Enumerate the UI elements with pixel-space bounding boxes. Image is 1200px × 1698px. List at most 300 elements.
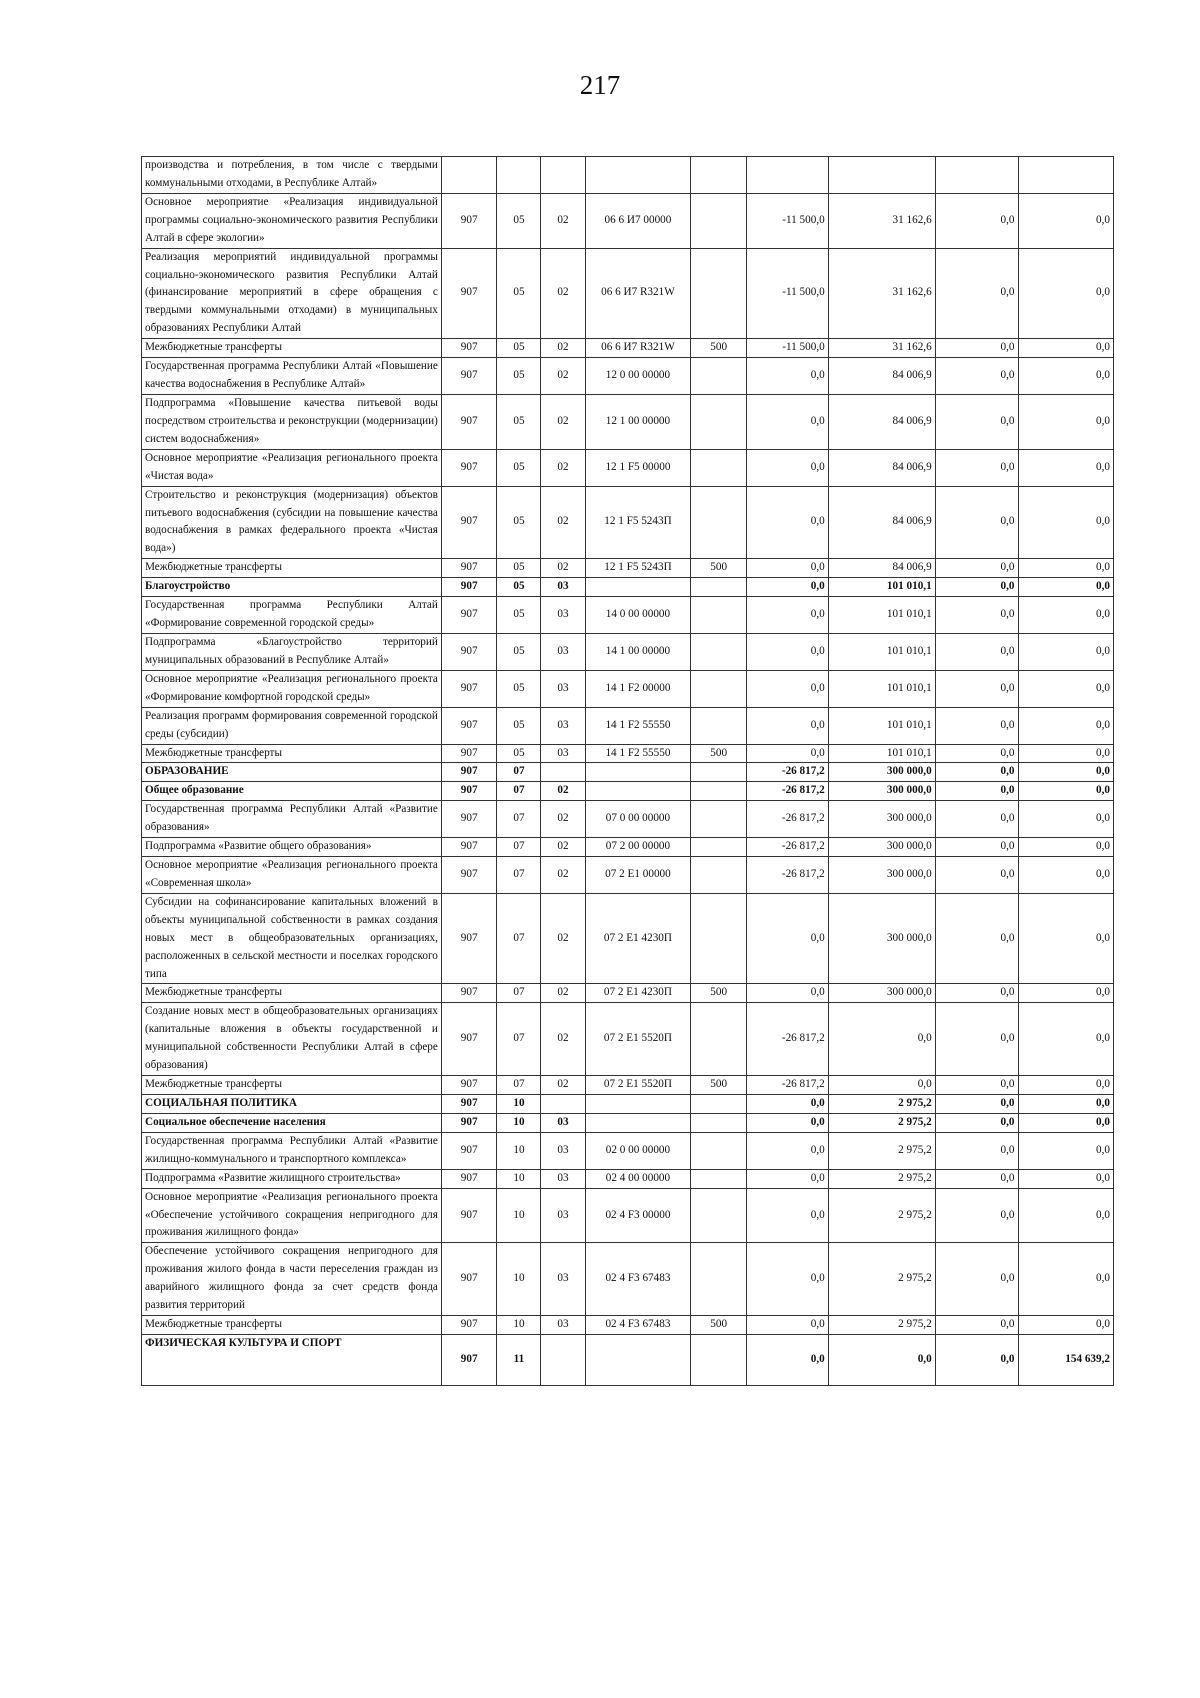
cell-value-3 [935, 157, 1018, 194]
cell-value-2: 31 162,6 [828, 248, 935, 339]
cell-target-article: 02 0 00 00000 [585, 1132, 691, 1169]
cell-subsection [541, 157, 585, 194]
cell-target-article [585, 763, 691, 782]
cell-admin-code: 907 [441, 893, 497, 984]
cell-value-3: 0,0 [935, 1132, 1018, 1169]
cell-admin-code: 907 [441, 857, 497, 894]
cell-target-article: 12 1 F5 5243П [585, 486, 691, 559]
cell-value-3: 0,0 [935, 744, 1018, 763]
cell-value-3: 0,0 [935, 1076, 1018, 1095]
cell-subsection: 02 [541, 358, 585, 395]
cell-subsection: 02 [541, 486, 585, 559]
row-name: Межбюджетные трансферты [142, 559, 442, 578]
table-row [142, 1335, 1114, 1386]
cell-target-article: 02 4 F3 67483 [585, 1243, 691, 1316]
cell-target-article: 06 6 И7 R321W [585, 248, 691, 339]
cell-value-1: -11 500,0 [746, 339, 828, 358]
cell-admin-code: 907 [441, 559, 497, 578]
cell-target-article [585, 1095, 691, 1114]
table-row [142, 157, 1114, 194]
cell-value-4: 0,0 [1018, 1169, 1114, 1188]
row-name: ОБРАЗОВАНИЕ [142, 763, 442, 782]
cell-value-4: 0,0 [1018, 670, 1114, 707]
cell-expense-type [691, 486, 747, 559]
cell-value-4: 0,0 [1018, 193, 1114, 248]
cell-expense-type [691, 707, 747, 744]
row-name: Благоустройство [142, 578, 442, 597]
cell-section [497, 157, 541, 194]
cell-section: 10 [497, 1243, 541, 1316]
cell-value-3: 0,0 [935, 248, 1018, 339]
cell-section: 05 [497, 559, 541, 578]
cell-section: 07 [497, 801, 541, 838]
cell-subsection: 03 [541, 633, 585, 670]
row-name: ФИЗИЧЕСКАЯ КУЛЬТУРА И СПОРТ [142, 1335, 442, 1386]
cell-value-1: -26 817,2 [746, 801, 828, 838]
cell-expense-type: 500 [691, 559, 747, 578]
cell-subsection [541, 1095, 585, 1114]
cell-admin-code: 907 [441, 1169, 497, 1188]
cell-value-1: 0,0 [746, 1113, 828, 1132]
cell-admin-code: 907 [441, 1003, 497, 1076]
cell-expense-type [691, 782, 747, 801]
cell-expense-type [691, 1095, 747, 1114]
cell-value-1: 0,0 [746, 633, 828, 670]
cell-value-2: 300 000,0 [828, 763, 935, 782]
cell-value-4: 0,0 [1018, 1003, 1114, 1076]
cell-value-2: 300 000,0 [828, 782, 935, 801]
cell-value-4: 0,0 [1018, 782, 1114, 801]
cell-section: 05 [497, 597, 541, 634]
cell-expense-type [691, 1188, 747, 1243]
cell-expense-type [691, 394, 747, 449]
row-name: Государственная программа Республики Алтай «Повышение качества водоснабжения в Республике Алтай» [142, 358, 442, 395]
cell-section: 07 [497, 838, 541, 857]
cell-section: 05 [497, 578, 541, 597]
cell-admin-code: 907 [441, 248, 497, 339]
cell-subsection: 02 [541, 857, 585, 894]
cell-admin-code: 907 [441, 838, 497, 857]
cell-admin-code: 907 [441, 1188, 497, 1243]
cell-value-3: 0,0 [935, 394, 1018, 449]
cell-value-2: 2 975,2 [828, 1316, 935, 1335]
cell-subsection: 02 [541, 1076, 585, 1095]
page-number: 217 [579, 70, 621, 100]
cell-value-4: 0,0 [1018, 559, 1114, 578]
cell-value-1: 0,0 [746, 670, 828, 707]
cell-section: 10 [497, 1169, 541, 1188]
cell-subsection: 03 [541, 578, 585, 597]
cell-expense-type [691, 157, 747, 194]
table-row [142, 358, 1114, 395]
cell-value-4: 0,0 [1018, 763, 1114, 782]
cell-value-4: 0,0 [1018, 578, 1114, 597]
cell-section: 07 [497, 984, 541, 1003]
cell-subsection: 02 [541, 782, 585, 801]
cell-value-2: 84 006,9 [828, 559, 935, 578]
cell-value-4: 154 639,2 [1018, 1335, 1114, 1386]
cell-target-article: 06 6 И7 00000 [585, 193, 691, 248]
cell-value-3: 0,0 [935, 633, 1018, 670]
row-name: Государственная программа Республики Алтай «Развитие образования» [142, 801, 442, 838]
cell-value-1: 0,0 [746, 486, 828, 559]
table-row [142, 1316, 1114, 1335]
cell-subsection: 03 [541, 1188, 585, 1243]
row-name: Подпрограмма «Благоустройство территорий муниципальных образований в Республике Алтай» [142, 633, 442, 670]
cell-expense-type [691, 1003, 747, 1076]
cell-expense-type [691, 578, 747, 597]
cell-subsection: 02 [541, 1003, 585, 1076]
cell-admin-code: 907 [441, 597, 497, 634]
cell-expense-type: 500 [691, 1316, 747, 1335]
cell-expense-type [691, 358, 747, 395]
cell-target-article: 14 1 F2 55550 [585, 707, 691, 744]
table-row [142, 707, 1114, 744]
cell-section: 05 [497, 193, 541, 248]
cell-target-article: 07 2 E1 4230П [585, 893, 691, 984]
cell-expense-type [691, 857, 747, 894]
table-row [142, 193, 1114, 248]
cell-value-3: 0,0 [935, 801, 1018, 838]
cell-value-3: 0,0 [935, 559, 1018, 578]
cell-target-article: 07 2 E1 5520П [585, 1003, 691, 1076]
cell-subsection: 02 [541, 339, 585, 358]
cell-expense-type [691, 801, 747, 838]
cell-value-3: 0,0 [935, 893, 1018, 984]
cell-value-1: 0,0 [746, 559, 828, 578]
cell-section: 07 [497, 1003, 541, 1076]
row-name: Основное мероприятие «Реализация регионального проекта «Чистая вода» [142, 449, 442, 486]
cell-admin-code: 907 [441, 1316, 497, 1335]
cell-expense-type [691, 763, 747, 782]
cell-value-1: 0,0 [746, 597, 828, 634]
row-name: Реализация мероприятий индивидуальной программы социально-экономического развития Республики Алтай (финансирование мероприятий в сфере обращения с твердыми коммунальными отходами) в муниципальных образованиях Республики Алтай [142, 248, 442, 339]
cell-value-4: 0,0 [1018, 339, 1114, 358]
cell-value-4: 0,0 [1018, 1076, 1114, 1095]
cell-expense-type [691, 1113, 747, 1132]
table-row [142, 670, 1114, 707]
table-row [142, 597, 1114, 634]
cell-value-3: 0,0 [935, 1188, 1018, 1243]
cell-value-3: 0,0 [935, 486, 1018, 559]
row-name: Основное мероприятие «Реализация регионального проекта «Современная школа» [142, 857, 442, 894]
cell-value-3: 0,0 [935, 449, 1018, 486]
budget-table [141, 156, 1114, 1386]
cell-target-article [585, 1113, 691, 1132]
cell-subsection: 03 [541, 1169, 585, 1188]
table-row [142, 1132, 1114, 1169]
cell-section: 11 [497, 1335, 541, 1386]
cell-target-article: 14 1 F2 00000 [585, 670, 691, 707]
cell-section: 05 [497, 707, 541, 744]
cell-admin-code: 907 [441, 707, 497, 744]
cell-admin-code: 907 [441, 633, 497, 670]
cell-section: 07 [497, 857, 541, 894]
cell-value-4: 0,0 [1018, 248, 1114, 339]
cell-expense-type: 500 [691, 339, 747, 358]
cell-expense-type [691, 193, 747, 248]
cell-value-2: 84 006,9 [828, 358, 935, 395]
cell-value-3: 0,0 [935, 857, 1018, 894]
cell-value-2: 300 000,0 [828, 893, 935, 984]
cell-value-1: 0,0 [746, 1095, 828, 1114]
cell-value-1: 0,0 [746, 1132, 828, 1169]
cell-target-article: 14 0 00 00000 [585, 597, 691, 634]
row-name: Общее образование [142, 782, 442, 801]
table-row [142, 486, 1114, 559]
table-row [142, 857, 1114, 894]
cell-value-2: 2 975,2 [828, 1169, 935, 1188]
table-row [142, 763, 1114, 782]
table-row [142, 1113, 1114, 1132]
table-row [142, 744, 1114, 763]
cell-value-2: 84 006,9 [828, 449, 935, 486]
cell-subsection: 03 [541, 670, 585, 707]
cell-value-4: 0,0 [1018, 394, 1114, 449]
cell-value-3: 0,0 [935, 984, 1018, 1003]
cell-value-4: 0,0 [1018, 449, 1114, 486]
cell-section: 07 [497, 782, 541, 801]
table-row [142, 578, 1114, 597]
table-row [142, 1169, 1114, 1188]
cell-value-2: 84 006,9 [828, 486, 935, 559]
cell-admin-code: 907 [441, 449, 497, 486]
table-row [142, 449, 1114, 486]
cell-section: 05 [497, 744, 541, 763]
cell-value-1: 0,0 [746, 744, 828, 763]
cell-value-2: 84 006,9 [828, 394, 935, 449]
table-row [142, 1243, 1114, 1316]
table-row [142, 984, 1114, 1003]
cell-admin-code: 907 [441, 1076, 497, 1095]
cell-expense-type: 500 [691, 1076, 747, 1095]
cell-value-2: 300 000,0 [828, 838, 935, 857]
cell-target-article: 14 1 F2 55550 [585, 744, 691, 763]
cell-value-4 [1018, 157, 1114, 194]
cell-value-1: 0,0 [746, 449, 828, 486]
cell-expense-type [691, 449, 747, 486]
cell-admin-code: 907 [441, 670, 497, 707]
row-name: Подпрограмма «Развитие жилищного строительства» [142, 1169, 442, 1188]
cell-value-4: 0,0 [1018, 744, 1114, 763]
cell-value-4: 0,0 [1018, 857, 1114, 894]
cell-value-2: 2 975,2 [828, 1188, 935, 1243]
cell-target-article: 14 1 00 00000 [585, 633, 691, 670]
table-row [142, 248, 1114, 339]
cell-subsection: 03 [541, 597, 585, 634]
cell-value-1: 0,0 [746, 578, 828, 597]
cell-section: 05 [497, 670, 541, 707]
cell-value-2 [828, 157, 935, 194]
cell-value-2: 300 000,0 [828, 801, 935, 838]
cell-value-3: 0,0 [935, 838, 1018, 857]
cell-value-4: 0,0 [1018, 838, 1114, 857]
cell-target-article [585, 782, 691, 801]
cell-value-1: 0,0 [746, 984, 828, 1003]
cell-value-1: -11 500,0 [746, 193, 828, 248]
cell-target-article: 07 2 E1 00000 [585, 857, 691, 894]
cell-section: 07 [497, 893, 541, 984]
cell-section: 10 [497, 1113, 541, 1132]
cell-value-2: 31 162,6 [828, 339, 935, 358]
cell-admin-code: 907 [441, 193, 497, 248]
cell-admin-code: 907 [441, 339, 497, 358]
table-row [142, 801, 1114, 838]
cell-value-2: 2 975,2 [828, 1132, 935, 1169]
row-name: Государственная программа Республики Алтай «Формирование современной городской среды» [142, 597, 442, 634]
cell-value-1: 0,0 [746, 893, 828, 984]
cell-value-4: 0,0 [1018, 358, 1114, 395]
cell-expense-type: 500 [691, 744, 747, 763]
cell-subsection: 02 [541, 559, 585, 578]
cell-admin-code: 907 [441, 801, 497, 838]
cell-value-1: 0,0 [746, 1169, 828, 1188]
cell-admin-code: 907 [441, 1113, 497, 1132]
cell-target-article [585, 157, 691, 194]
cell-value-2: 300 000,0 [828, 984, 935, 1003]
cell-value-3: 0,0 [935, 1316, 1018, 1335]
cell-value-4: 0,0 [1018, 1095, 1114, 1114]
cell-value-1: -26 817,2 [746, 857, 828, 894]
row-name: Государственная программа Республики Алтай «Развитие жилищно-коммунального и транспортного комплекса» [142, 1132, 442, 1169]
cell-section: 10 [497, 1095, 541, 1114]
cell-expense-type [691, 1243, 747, 1316]
cell-value-2: 2 975,2 [828, 1243, 935, 1316]
cell-expense-type [691, 248, 747, 339]
cell-target-article: 07 2 00 00000 [585, 838, 691, 857]
cell-value-2: 101 010,1 [828, 744, 935, 763]
cell-value-4: 0,0 [1018, 1188, 1114, 1243]
cell-target-article: 07 2 E1 4230П [585, 984, 691, 1003]
cell-subsection [541, 763, 585, 782]
cell-expense-type [691, 1169, 747, 1188]
cell-value-3: 0,0 [935, 1335, 1018, 1386]
row-name: Основное мероприятие «Реализация регионального проекта «Обеспечение устойчивого сокращения непригодного для проживания жилищного фонда» [142, 1188, 442, 1243]
row-name: Реализация программ формирования современной городской среды (субсидии) [142, 707, 442, 744]
table-body [142, 157, 1114, 1386]
cell-expense-type: 500 [691, 984, 747, 1003]
cell-subsection: 02 [541, 893, 585, 984]
cell-value-1: 0,0 [746, 1188, 828, 1243]
row-name: Межбюджетные трансферты [142, 744, 442, 763]
row-name: Межбюджетные трансферты [142, 1316, 442, 1335]
row-name: Межбюджетные трансферты [142, 984, 442, 1003]
cell-value-1: -26 817,2 [746, 782, 828, 801]
cell-admin-code: 907 [441, 1132, 497, 1169]
cell-value-1: -26 817,2 [746, 838, 828, 857]
cell-value-2: 0,0 [828, 1335, 935, 1386]
cell-value-1: 0,0 [746, 1316, 828, 1335]
cell-value-1: -26 817,2 [746, 1003, 828, 1076]
cell-value-3: 0,0 [935, 707, 1018, 744]
cell-target-article: 12 1 00 00000 [585, 394, 691, 449]
cell-value-1 [746, 157, 828, 194]
cell-value-3: 0,0 [935, 763, 1018, 782]
table-row [142, 1003, 1114, 1076]
cell-subsection: 02 [541, 248, 585, 339]
cell-subsection: 03 [541, 1243, 585, 1316]
cell-value-2: 300 000,0 [828, 857, 935, 894]
table-row [142, 782, 1114, 801]
cell-value-3: 0,0 [935, 1095, 1018, 1114]
row-name: Строительство и реконструкция (модернизация) объектов питьевого водоснабжения (субсидии на повышение качества водоснабжения в рамках федерального проекта «Чистая вода») [142, 486, 442, 559]
row-name: Подпрограмма «Повышение качества питьевой воды посредством строительства и реконструкции (модернизации) систем водоснабжения» [142, 394, 442, 449]
cell-value-4: 0,0 [1018, 801, 1114, 838]
table-row [142, 1076, 1114, 1095]
cell-value-3: 0,0 [935, 1243, 1018, 1316]
cell-value-1: 0,0 [746, 394, 828, 449]
cell-target-article: 12 1 F5 5243П [585, 559, 691, 578]
row-name: Межбюджетные трансферты [142, 339, 442, 358]
cell-subsection: 02 [541, 984, 585, 1003]
cell-target-article: 07 0 00 00000 [585, 801, 691, 838]
cell-value-2: 31 162,6 [828, 193, 935, 248]
cell-target-article: 06 6 И7 R321W [585, 339, 691, 358]
cell-target-article: 02 4 F3 67483 [585, 1316, 691, 1335]
cell-target-article [585, 1335, 691, 1386]
cell-subsection: 02 [541, 838, 585, 857]
cell-admin-code: 907 [441, 486, 497, 559]
cell-value-2: 101 010,1 [828, 633, 935, 670]
cell-admin-code: 907 [441, 763, 497, 782]
cell-admin-code [441, 157, 497, 194]
cell-value-4: 0,0 [1018, 1243, 1114, 1316]
cell-value-4: 0,0 [1018, 1113, 1114, 1132]
cell-value-4: 0,0 [1018, 707, 1114, 744]
cell-admin-code: 907 [441, 1335, 497, 1386]
cell-target-article: 02 4 00 00000 [585, 1169, 691, 1188]
cell-expense-type [691, 670, 747, 707]
cell-value-3: 0,0 [935, 339, 1018, 358]
cell-subsection: 02 [541, 193, 585, 248]
cell-expense-type [691, 597, 747, 634]
cell-value-3: 0,0 [935, 358, 1018, 395]
cell-admin-code: 907 [441, 358, 497, 395]
cell-subsection: 02 [541, 801, 585, 838]
cell-section: 07 [497, 763, 541, 782]
cell-section: 10 [497, 1132, 541, 1169]
cell-section: 05 [497, 358, 541, 395]
cell-subsection [541, 1335, 585, 1386]
cell-admin-code: 907 [441, 1243, 497, 1316]
row-name: СОЦИАЛЬНАЯ ПОЛИТИКА [142, 1095, 442, 1114]
row-name: Подпрограмма «Развитие общего образования» [142, 838, 442, 857]
cell-section: 05 [497, 449, 541, 486]
cell-value-4: 0,0 [1018, 633, 1114, 670]
cell-value-1: -26 817,2 [746, 1076, 828, 1095]
cell-expense-type [691, 838, 747, 857]
cell-value-4: 0,0 [1018, 1316, 1114, 1335]
cell-value-1: 0,0 [746, 707, 828, 744]
row-name: Обеспечение устойчивого сокращения непригодного для проживания жилого фонда в части переселения граждан из аварийного жилищного фонда за счет средств фонда развития территорий [142, 1243, 442, 1316]
cell-value-4: 0,0 [1018, 984, 1114, 1003]
cell-value-1: 0,0 [746, 358, 828, 395]
row-name: Основное мероприятие «Реализация регионального проекта «Формирование комфортной городской среды» [142, 670, 442, 707]
cell-value-3: 0,0 [935, 1113, 1018, 1132]
cell-subsection: 03 [541, 1132, 585, 1169]
cell-value-3: 0,0 [935, 578, 1018, 597]
cell-section: 05 [497, 486, 541, 559]
table-row [142, 893, 1114, 984]
cell-section: 05 [497, 339, 541, 358]
cell-admin-code: 907 [441, 744, 497, 763]
cell-section: 05 [497, 633, 541, 670]
cell-admin-code: 907 [441, 394, 497, 449]
row-name: Межбюджетные трансферты [142, 1076, 442, 1095]
cell-expense-type [691, 1335, 747, 1386]
cell-admin-code: 907 [441, 578, 497, 597]
cell-value-3: 0,0 [935, 1169, 1018, 1188]
